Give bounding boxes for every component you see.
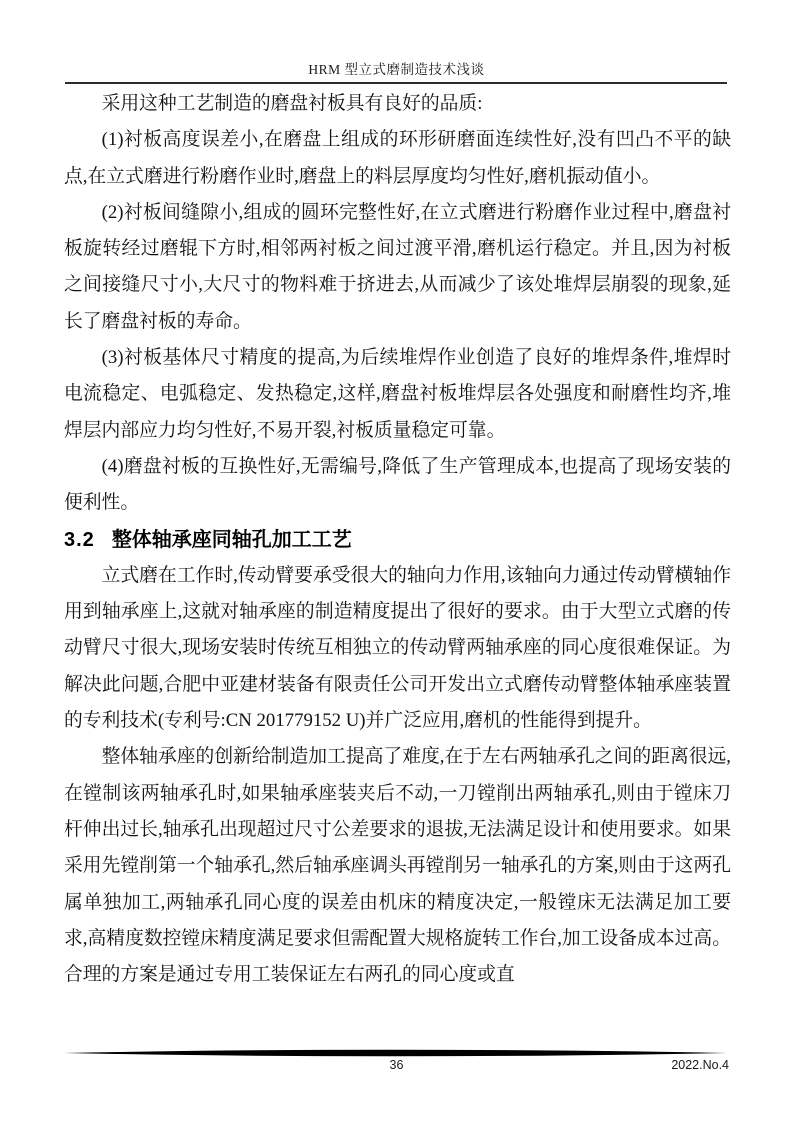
header-rule — [65, 82, 727, 84]
list-item-3: (3)衬板基体尺寸精度的提高,为后续堆焊作业创造了良好的堆焊条件,堆焊时电流稳定、电弧稳定、发热稳定,这样,磨盘衬板堆焊层各处强度和耐磨性均齐,堆焊层内部应力均匀性好,不易开裂,衬板质量稳定可靠。 — [64, 347, 731, 441]
list-item-2: (2)衬板间缝隙小,组成的圆环完整性好,在立式磨进行粉磨作业过程中,磨盘衬板旋转经过磨辊下方时,相邻两衬板之间过渡平滑,磨机运行稳定。并且,因为衬板之间接缝尺寸小,大尺寸的物料难于挤进去,从而减少了该处堆焊层崩裂的现象,延长了磨盘衬板的寿命。 — [64, 201, 731, 332]
footer-tapered-rule — [64, 1049, 727, 1057]
list-item-1: (1)衬板高度误差小,在磨盘上组成的环形研磨面连续性好,没有凹凸不平的缺点,在立式磨进行粉磨作业时,磨盘上的料层厚度均匀性好,磨机振动值小。 — [64, 129, 731, 187]
issue-label: 2022.No.4 — [671, 1058, 729, 1072]
running-head-title: HRM 型立式磨制造技术浅谈 — [308, 62, 485, 77]
body-paragraph-1: 立式磨在工作时,传动臂要承受很大的轴向力作用,该轴向力通过传动臂横轴作用到轴承座上,这就对轴承座的制造精度提出了很好的要求。由于大型立式磨的传动臂尺寸很大,现场安装时传统互相独立的传动臂两轴承座的同心度很难保证。为解决此问题,合肥中亚建材装备有限责任公司开发出立式磨传动臂整体轴承座装置的专利技术(专利号:CN 201779152 U)并广泛应用,磨机的性能得到提升。 — [64, 564, 731, 732]
section-number: 3.2 — [64, 528, 95, 551]
intro-paragraph: 采用这种工艺制造的磨盘衬板具有良好的品质: — [101, 93, 483, 114]
page-number: 36 — [389, 1058, 404, 1072]
section-heading — [64, 522, 731, 558]
list-item-4: (4)磨盘衬板的互换性好,无需编号,降低了生产管理成本,也提高了现场安装的便利性。 — [64, 455, 731, 514]
body-paragraph-2: 整体轴承座的创新给制造加工提高了难度,在于左右两轴承孔之间的距离很远,在镗制该两轴承孔时,如果轴承座装夹后不动,一刀镗削出两轴承孔,则由于镗床刀杆伸出过长,轴承孔出现超过尺寸公差要求的退拔,无法满足设计和使用要求。如果采用先镗削第一个轴承孔,然后轴承座调头再镗削另一轴承孔的方案,则由于这两孔属单独加工,两轴承孔同心度的误差由机床的精度决定,一般镗床无法满足加工要求,高精度数控镗床精度满足要求但需配置大规格旋转工作台,加工设备成本过高。合理的方案是通过专用工装保证左右两孔的同心度或直 — [64, 746, 731, 986]
article-body — [64, 86, 731, 993]
section-title: 整体轴承座同轴孔加工工艺 — [111, 528, 352, 551]
footer — [64, 1057, 729, 1075]
